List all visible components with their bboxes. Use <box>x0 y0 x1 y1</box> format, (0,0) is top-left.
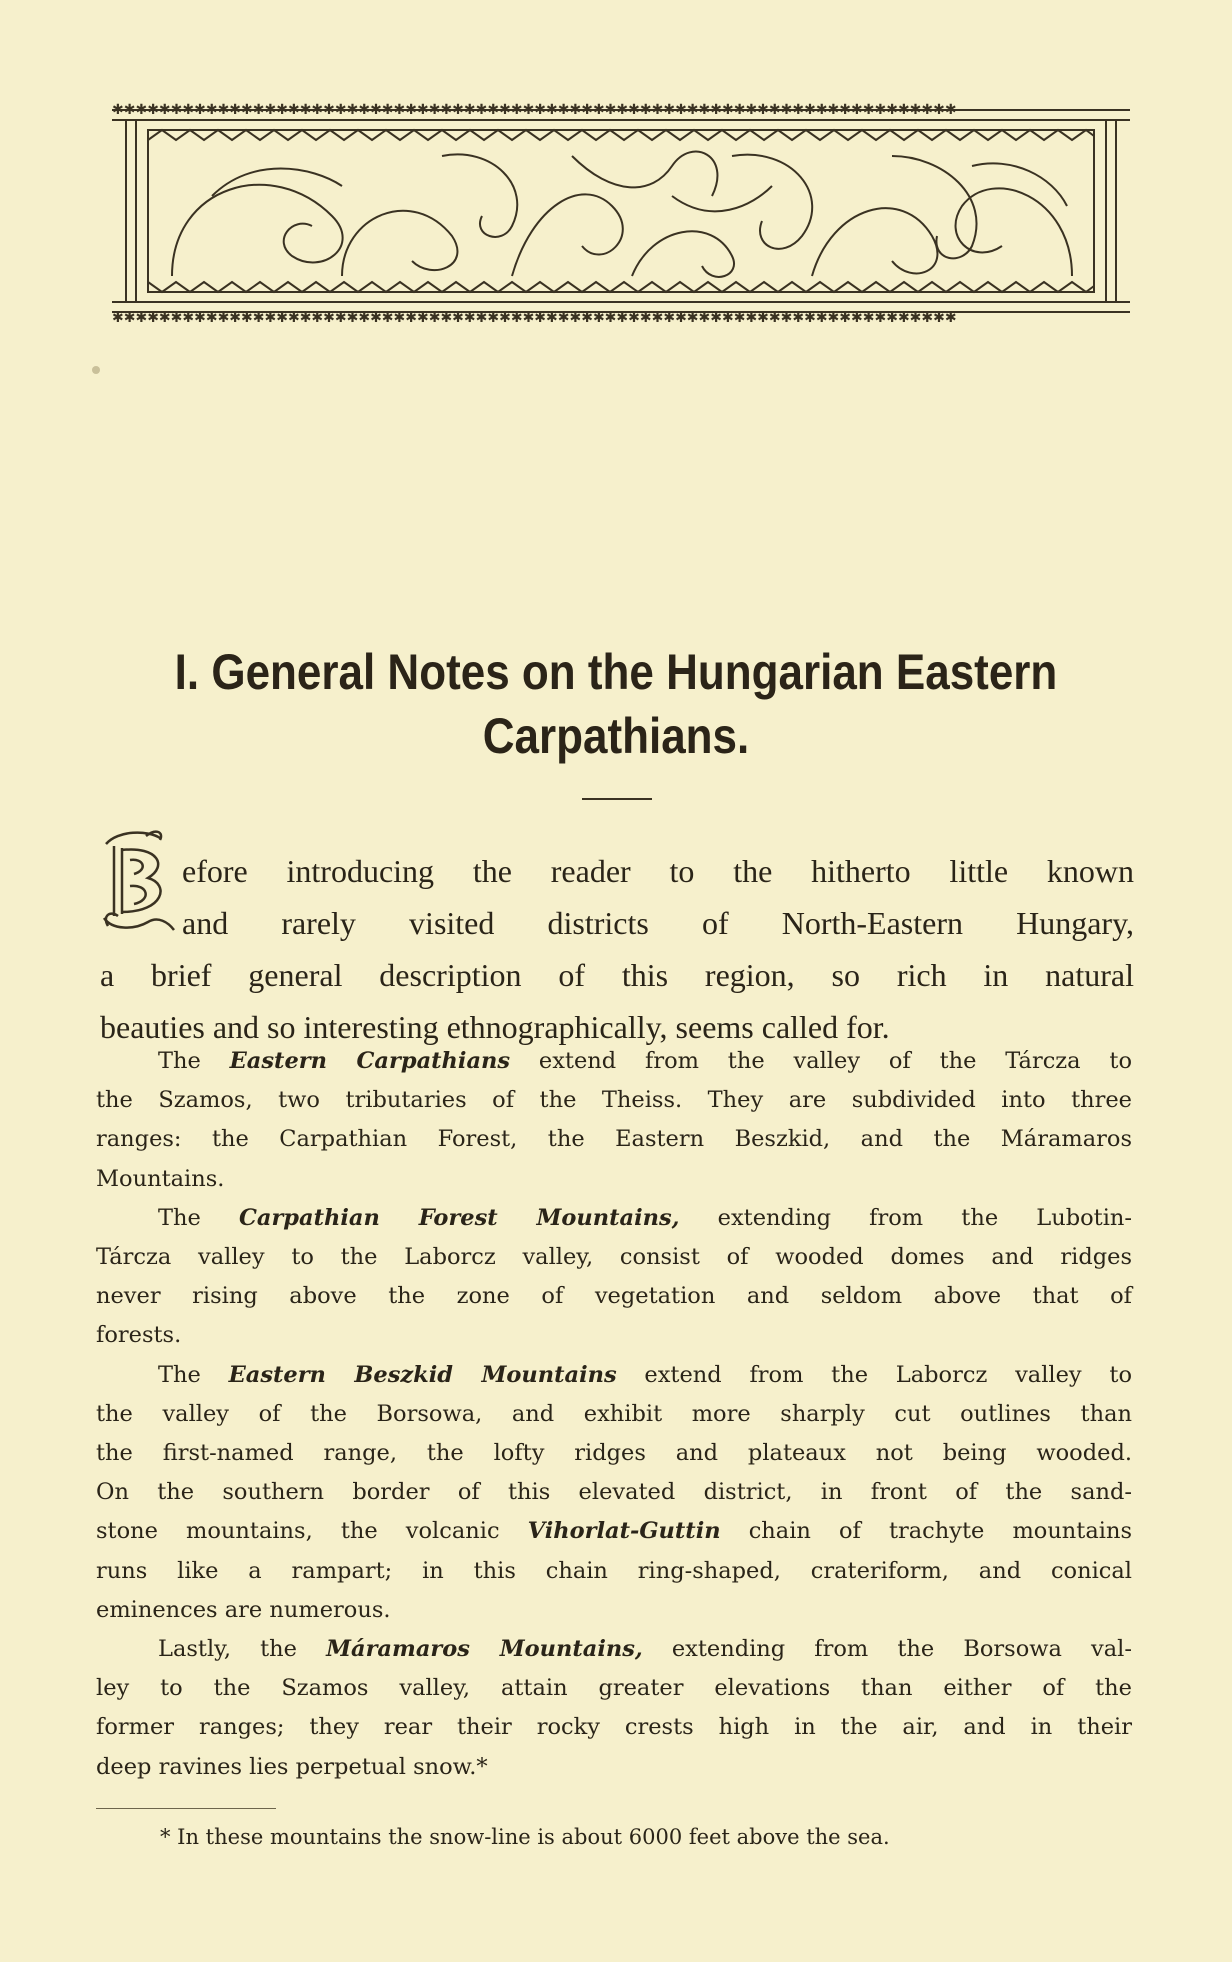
text-run: The <box>158 1361 229 1388</box>
lead-paragraph <box>100 845 1134 1053</box>
text-line: runs like a rampart; in this chain ring-shaped, crateriform, and conical <box>96 1557 1132 1584</box>
text-line: ranges: the Carpathian Forest, the Eastern Beszkid, and the Máramaros <box>96 1126 1132 1153</box>
text-line: the valley of the Borsowa, and exhibit more sharply cut outlines than <box>96 1400 1132 1427</box>
body-text <box>96 1042 1132 1787</box>
svg-text:✱✱✱✱✱✱✱✱✱✱✱✱✱✱✱✱✱✱✱✱✱✱✱✱✱✱✱✱✱✱: ✱✱✱✱✱✱✱✱✱✱✱✱✱✱✱✱✱✱✱✱✱✱✱✱✱✱✱✱✱✱✱✱✱✱✱✱✱✱✱✱✱✱✱✱✱✱✱✱✱✱✱✱✱✱✱✱✱✱✱✱✱✱✱✱✱✱✱✱✱✱✱✱ <box>112 310 957 326</box>
text-run: The <box>158 1204 239 1231</box>
emphasis: Vihorlat-Guttin <box>527 1518 721 1545</box>
lead-line-4: beauties and so interesting ethnographically, seems called for. <box>100 1009 890 1045</box>
text-run: chain of trachyte mountains <box>720 1518 1132 1545</box>
lead-line-1: efore introducing the reader to the hitherto little known <box>182 853 1134 889</box>
text-line: eminences are numerous. <box>96 1596 391 1623</box>
lead-line-3: a brief general description of this region, so rich in natural <box>100 957 1134 993</box>
footnote-rule <box>96 1808 276 1809</box>
text-line <box>96 1199 1132 1238</box>
emphasis: Carpathian Forest Mountains, <box>238 1204 680 1231</box>
text-line: the Szamos, two tributaries of the Theiss. They are subdivided into three <box>96 1087 1132 1114</box>
text-run: extending from the Lubotin- <box>679 1204 1132 1231</box>
text-line <box>96 1042 1132 1081</box>
emphasis: Eastern Beszkid Mountains <box>228 1361 617 1388</box>
text-run: The <box>158 1048 230 1074</box>
text-line <box>96 1356 1132 1395</box>
ornamental-header-band <box>112 96 1130 326</box>
footnote: * In these mountains the snow-line is about 6000 feet above the sea. <box>160 1825 890 1849</box>
paragraph-carpathian-forest <box>96 1199 1132 1356</box>
text-run: Lastly, the <box>158 1636 327 1663</box>
lead-line-2: and rarely visited districts of North-Eastern Hungary, <box>182 905 1134 941</box>
text-line: deep ravines lies perpetual snow.* <box>96 1753 488 1780</box>
text-line <box>96 1630 1132 1669</box>
text-line: forests. <box>96 1322 182 1349</box>
ink-speck <box>92 366 100 374</box>
text-line: never rising above the zone of vegetation and seldom above that of <box>96 1283 1132 1310</box>
paragraph-eastern-beszkid <box>96 1356 1132 1630</box>
text-line: On the southern border of this elevated district, in front of the sand- <box>96 1479 1132 1506</box>
chapter-title <box>162 640 1070 768</box>
ornament-graphic <box>112 96 1130 326</box>
emphasis: Eastern Carpathians <box>229 1048 511 1074</box>
svg-text:✱✱✱✱✱✱✱✱✱✱✱✱✱✱✱✱✱✱✱✱✱✱✱✱✱✱✱✱✱✱: ✱✱✱✱✱✱✱✱✱✱✱✱✱✱✱✱✱✱✱✱✱✱✱✱✱✱✱✱✱✱✱✱✱✱✱✱✱✱✱✱✱✱✱✱✱✱✱✱✱✱✱✱✱✱✱✱✱✱✱✱✱✱✱✱✱✱✱✱✱✱✱✱ <box>112 102 957 118</box>
title-divider <box>582 798 652 800</box>
text-run: extend from the valley of the Tárcza to <box>510 1048 1132 1074</box>
chapter-title-line-2: Carpathians. <box>482 708 750 764</box>
text-run: extend from the Laborcz valley to <box>616 1361 1132 1388</box>
paragraph-eastern-carpathians <box>96 1042 1132 1199</box>
chapter-title-line-1: I. General Notes on the Hungarian Eastern <box>174 644 1058 700</box>
text-line: Tárcza valley to the Laborcz valley, consist of wooded domes and ridges <box>96 1244 1132 1271</box>
text-line: Mountains. <box>96 1165 225 1192</box>
text-run: extending from the Borsowa val- <box>642 1636 1132 1663</box>
text-line: the first-named range, the lofty ridges and plateaux not being wooded. <box>96 1440 1132 1467</box>
text-line: ley to the Szamos valley, attain greater elevations than either of the <box>96 1675 1132 1702</box>
text-line: former ranges; they rear their rocky crests high in the air, and in their <box>96 1714 1132 1741</box>
paragraph-maramaros <box>96 1630 1132 1787</box>
text-run: stone mountains, the volcanic <box>96 1518 528 1545</box>
text-line <box>96 1512 1132 1551</box>
emphasis: Máramaros Mountains, <box>326 1636 643 1663</box>
